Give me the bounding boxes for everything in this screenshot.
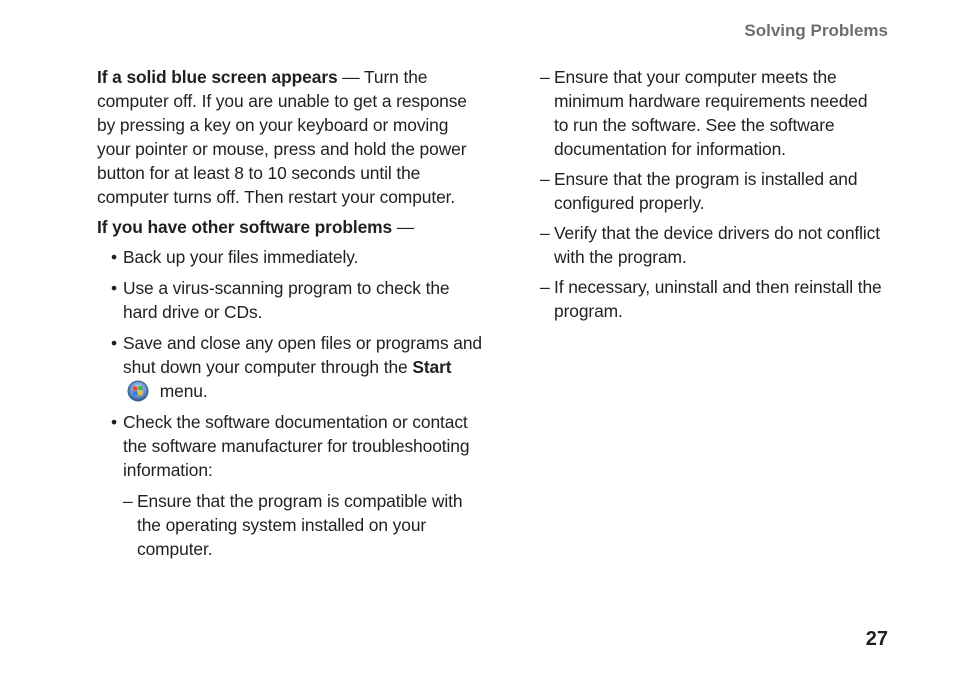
dash-mark: – [540,67,550,87]
sub-list-item [115,489,482,561]
bullet-mark: • [111,333,117,353]
list-item-text: Use a virus-scanning program to check the hard drive or CDs. [123,278,450,322]
page-number: 27 [865,628,888,650]
bullet-list [97,245,482,561]
windows-start-orb-icon [127,380,149,402]
dash-item [540,65,885,161]
dash-item-text: Ensure that the program is installed and configured properly. [554,169,858,213]
dash-mark: – [540,223,550,243]
section-title: Solving Problems [744,21,888,40]
paragraph-body: — Turn the computer off. If you are unable to get a response by pressing a key on your keyboard or moving your pointer or mouse, press and hold the power button for at least 8 to 10 seconds until the computer turns off. Then restart your computer. [97,67,467,207]
list-item-text: Save and close any open files or programs and shut down your computer through the [123,333,482,377]
dash-item-text: Verify that the device drivers do not conflict with the program. [554,223,880,267]
list-item-text: menu. [155,381,208,401]
list-item-text: Back up your files immediately. [123,247,359,267]
dash-item-text: If necessary, uninstall and then reinstall the program. [554,277,882,321]
list-item [97,276,482,324]
list-item [97,245,482,269]
dash-item [540,221,885,269]
paragraph-blue-screen [97,65,482,209]
dash-mark: – [540,277,550,297]
paragraph-lead: If you have other software problems [97,217,393,237]
dash-mark: – [123,491,133,511]
list-item-text: Check the software documentation or contact the software manufacturer for troubleshooting information: [123,412,470,480]
dash-item [540,167,885,215]
right-column [540,65,885,329]
bullet-mark: • [111,247,117,267]
dash-item [540,275,885,323]
list-item [97,331,482,403]
left-column [97,65,482,568]
dash-mark: – [540,169,550,189]
paragraph-body: — [392,217,415,237]
sub-list-item-text: Ensure that the program is compatible with the operating system installed on your computer. [137,491,463,559]
bullet-mark: • [111,278,117,298]
bullet-mark: • [111,412,117,432]
dash-item-text: Ensure that your computer meets the minimum hardware requirements needed to run the software. See the software documentation for information. [554,67,868,159]
paragraph-lead: If a solid blue screen appears [97,67,338,87]
paragraph-software-problems [97,215,482,239]
list-item [97,410,482,561]
start-label: Start [412,357,452,377]
